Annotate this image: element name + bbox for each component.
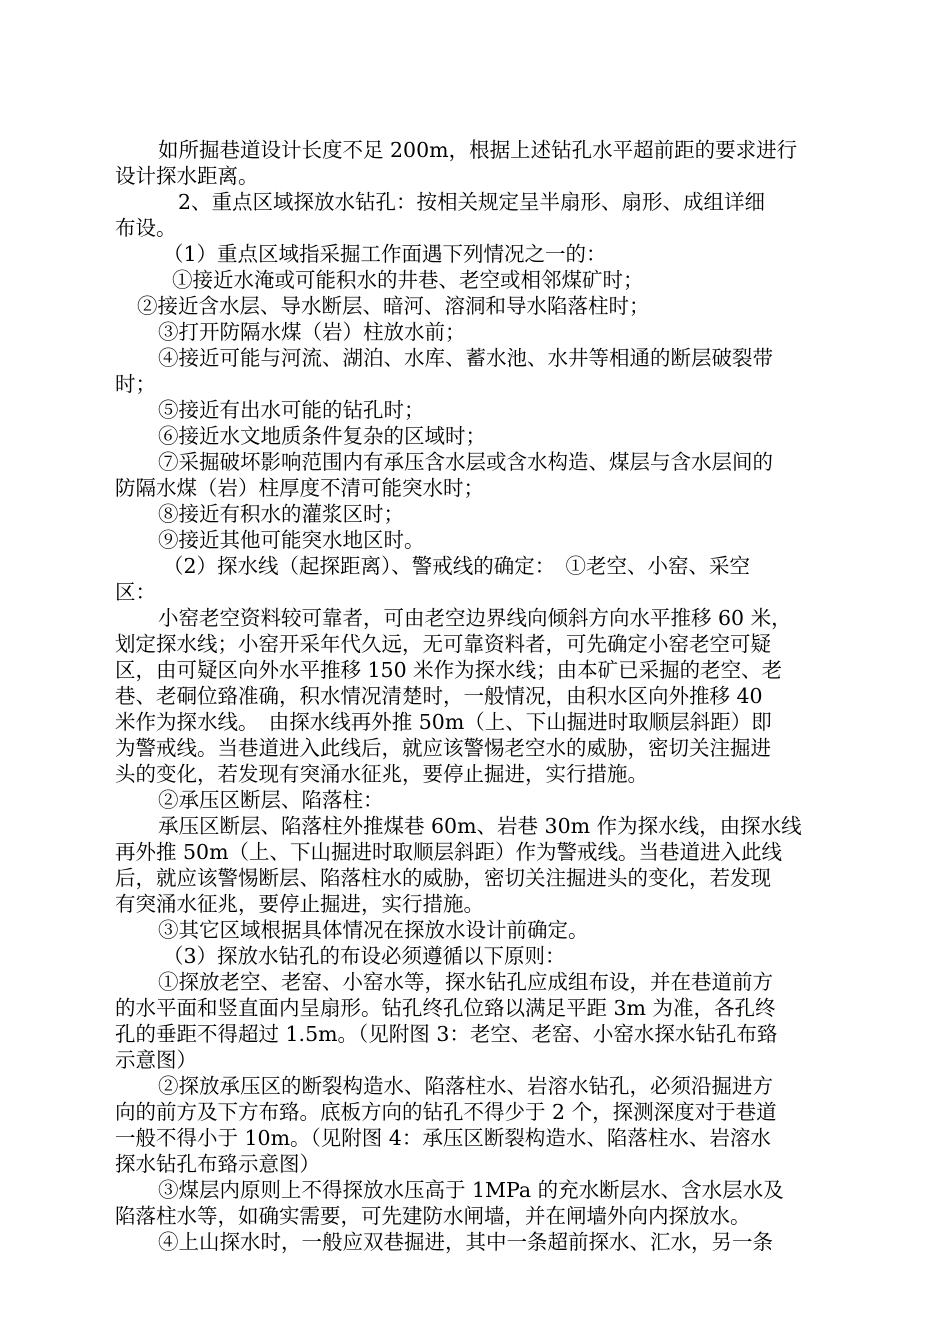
paragraph-line: 区：: [115, 580, 156, 604]
list-item: ①接近水淹或可能积水的井巷、老空或相邻煤矿时；: [172, 268, 644, 292]
paragraph-line: （1）重点区域指采掘工作面遇下列情况之一的：: [163, 242, 607, 266]
paragraph-line: 一般不得小于 10m。（见附图 4：承压区断裂构造水、陷落柱水、岩溶水: [115, 1126, 771, 1150]
list-item: ⑤接近有出水可能的钻孔时；: [158, 398, 425, 422]
list-item: ⑨接近其他可能突水地区时。: [158, 528, 425, 552]
paragraph-line: 2、重点区域探放水钻孔：按相关规定呈半扇形、扇形、成组详细: [178, 190, 766, 214]
list-item: ⑥接近水文地质条件复杂的区域时；: [158, 424, 486, 448]
paragraph-line: 探水钻孔布臵示意图）: [115, 1152, 320, 1176]
list-item: ②接近含水层、导水断层、暗河、溶洞和导水陷落柱时；: [137, 294, 650, 318]
paragraph-line: 的水平面和竖直面内呈扇形。钻孔终孔位臵以满足平距 3m 为准，各孔终: [115, 996, 776, 1020]
list-item: ③打开防隔水煤（岩）柱放水前；: [158, 320, 466, 344]
list-item: ③煤层内原则上不得探放水压高于 1MPa 的充水断层水、含水层水及: [158, 1178, 784, 1202]
paragraph-line: 后，就应该警惕断层、陷落柱水的威胁，密切关注掘进头的变化，若发现: [115, 866, 771, 890]
paragraph-line: 头的变化，若发现有突涌水征兆，要停止掘进，实行措施。: [115, 762, 648, 786]
paragraph-line: 陷落柱水等，如确实需要，可先建防水闸墙，并在闸墙外向内探放水。: [115, 1204, 751, 1228]
paragraph-line: 小窑老空资料较可靠者，可由老空边界线向倾斜方向水平推移 60 米，: [158, 606, 792, 630]
list-item: 防隔水煤（岩）柱厚度不清可能突水时；: [115, 476, 484, 500]
paragraph-line: 为警戒线。当巷道进入此线后，就应该警惕老空水的威胁，密切关注掘进: [115, 736, 771, 760]
paragraph-line: 如所掘巷道设计长度不足 200m，根据上述钻孔水平超前距的要求进行: [158, 138, 798, 162]
list-item: 时；: [115, 372, 156, 396]
list-item: ③其它区域根据具体情况在探放水设计前确定。: [158, 918, 589, 942]
paragraph-line: 承压区断层、陷落柱外推煤巷 60m、岩巷 30m 作为探水线，由探水线: [158, 814, 802, 838]
list-item: ①探放老空、老窑、小窑水等，探水钻孔应成组布设，并在巷道前方: [158, 970, 773, 994]
paragraph-line: 有突涌水征兆，要停止掘进，实行措施。: [115, 892, 484, 916]
paragraph-line: 示意图）: [115, 1048, 197, 1072]
paragraph-line: 米作为探水线。 由探水线再外推 50m（上、下山掘进时取顺层斜距）即: [115, 710, 772, 734]
paragraph-line: 孔的垂距不得超过 1.5m。（见附图 3：老空、老窑、小窑水探水钻孔布臵: [115, 1022, 778, 1046]
paragraph-line: 向的前方及下方布臵。底板方向的钻孔不得少于 2 个，探测深度对于巷道: [115, 1100, 777, 1124]
paragraph-line: 巷、老硐位臵准确，积水情况清楚时，一般情况，由积水区向外推移 40: [115, 684, 763, 708]
list-item: ②承压区断层、陷落柱：: [158, 788, 384, 812]
paragraph-line: 设计探水距离。: [115, 164, 259, 188]
list-item: ④接近可能与河流、湖泊、水库、蓄水池、水井等相通的断层破裂带: [158, 346, 773, 370]
paragraph-line: 区，由可疑区向外水平推移 150 米作为探水线；由本矿已采掘的老空、老: [115, 658, 783, 682]
list-item: ④上山探水时，一般应双巷掘进，其中一条超前探水、汇水，另一条: [158, 1230, 773, 1254]
paragraph-line: 划定探水线；小窑开采年代久远，无可靠资料者，可先确定小窑老空可疑: [115, 632, 771, 656]
list-item: ②探放承压区的断裂构造水、陷落柱水、岩溶水钻孔，必须沿掘进方: [158, 1074, 773, 1098]
paragraph-line: 布设。: [115, 216, 177, 240]
paragraph-line: 再外推 50m（上、下山掘进时取顺层斜距）作为警戒线。当巷道进入此线: [115, 840, 783, 864]
paragraph-line: （2）探水线（起探距离）、警戒线的确定： ①老空、小窑、采空: [163, 554, 751, 578]
list-item: ⑦采掘破坏影响范围内有承压含水层或含水构造、煤层与含水层间的: [158, 450, 773, 474]
paragraph-line: （3）探放水钻孔的布设必须遵循以下原则：: [163, 944, 566, 968]
list-item: ⑧接近有积水的灌浆区时；: [158, 502, 404, 526]
